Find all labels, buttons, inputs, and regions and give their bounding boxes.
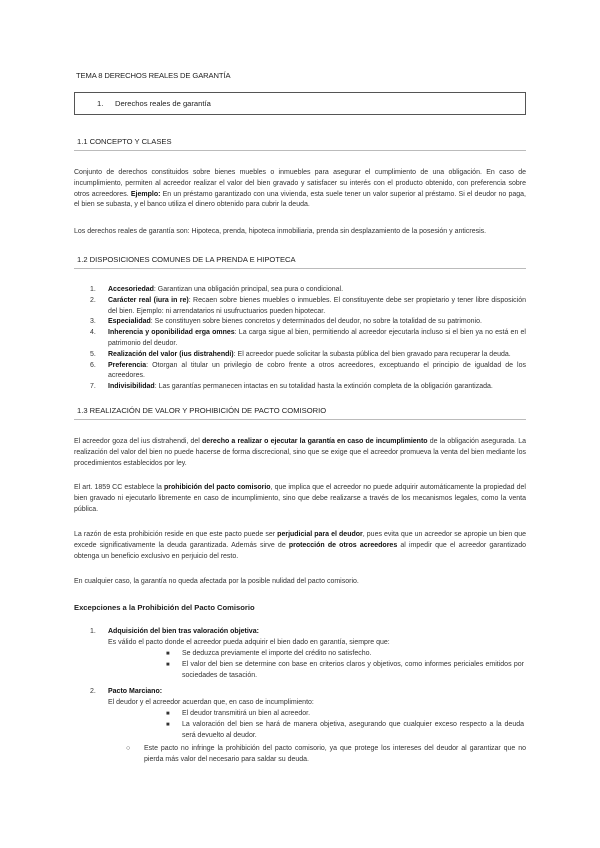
heading-number: 1.	[97, 99, 104, 108]
list-item: 4. Inherencia y oponibilidad erga omnes: La carga sigue al bien, permitiendo al acreedor ejecutarla incluso si el bien ya no está en el patrimonio del deudor.	[90, 329, 526, 347]
exceptions-heading: Excepciones a la Prohibición del Pacto Comisorio	[74, 603, 255, 612]
section-heading-concepto: 1.1 CONCEPTO Y CLASES	[74, 136, 526, 151]
bullet-item: ■ El deudor transmitirá un bien al acreedor.	[164, 709, 524, 720]
list-item: 3. Especialidad: Se constituyen sobre bienes concretos y determinados del deudor, no sobre la totalidad de su patrimonio.	[90, 318, 482, 326]
circle-bullet-icon: ○	[126, 745, 131, 752]
square-bullet-icon: ■	[166, 651, 170, 657]
section-heading-disposiciones: 1.2 DISPOSICIONES COMUNES DE LA PRENDA E HIPOTECA	[74, 254, 526, 269]
paragraph-clases: Los derechos reales de garantía son: Hipoteca, prenda, hipoteca inmobiliaria, prenda sin desplazamiento de la posesión y anticresis.	[74, 228, 487, 235]
exception-2-title: Pacto Marciano:	[108, 688, 163, 695]
square-bullet-icon: ■	[166, 711, 170, 717]
paragraph-ius-distrahendi: El acreedor goza del ius distrahendi, del derecho a realizar o ejecutar la garantía en caso de incumplimiento de la obligación asegurada. La realización del valor del bien no puede hacerse de forma discrecional, sino que se exige que el acreedor promueva la venta del bien mediante los procedimientos establecidos por ley.	[74, 438, 526, 467]
exception-1-title: Adquisición del bien tras valoración objetiva:	[108, 628, 259, 635]
paragraph-nulidad: En cualquier caso, la garantía no queda afectada por la posible nulidad del pacto comisorio.	[74, 578, 359, 585]
bullet-item: ■ La valoración del bien se hará de manera objetiva, asegurando que cualquier exceso respecto a la deuda será devuelto al deudor.	[166, 721, 524, 739]
disposiciones-list	[74, 285, 526, 393]
bullet-item: ■ El valor del bien se determine con base en criterios claros y objetivos, como informes periciales emitidos por sociedades de tasación.	[166, 661, 524, 679]
section-heading-realizacion: 1.3 REALIZACIÓN DE VALOR Y PROHIBICIÓN DE PACTO COMISORIO	[74, 405, 526, 420]
list-item: 5. Realización del valor (ius distrahendi): El acreedor puede solicitar la subasta pública del bien gravado para recuperar la deuda.	[90, 350, 511, 358]
paragraph-razon-prohibicion: La razón de esta prohibición reside en que este pacto puede ser perjudicial para el deudor, pues evita que un acreedor se apropie un bien que excede significativamente la deuda garantizada. Además sirve de protección de otros acreedores al impedir que el acreedor garantizado obtenga un beneficio exclusivo en perjuicio del resto.	[74, 531, 526, 560]
boxed-section-heading	[74, 92, 526, 115]
list-item: 1. Accesoriedad: Garantizan una obligación principal, sea pura o condicional.	[90, 286, 344, 293]
circle-bullet-note: ○ Este pacto no infringe la prohibición del pacto comisorio, ya que protege los intereses del deudor al garantizar que no pierda más valor del necesario para saldar su deuda.	[126, 745, 526, 763]
bullet-item: ■ Se deduzca previamente el importe del crédito no satisfecho.	[164, 649, 524, 660]
paragraph-concepto: Conjunto de derechos constituidos sobre bienes muebles o inmuebles para asegurar el cumplimiento de una obligación. En caso de incumplimiento, permiten al acreedor realizar el valor del bien gravado y satisfacer su interés con el producto obtenido, con preferencia sobre otros acreedores. Ejemplo: En un préstamo garantizado con una vivienda, esta suele tener un valor superior al préstamo. Si el deudor no paga, el bien se subasta, y el banco utiliza el dinero obtenido para cubrir la deuda.	[74, 169, 526, 209]
example-label: Ejemplo:	[130, 190, 161, 198]
heading-label: Derechos reales de garantía	[115, 99, 211, 108]
list-item: 6. Preferencia: Otorgan al titular un privilegio de cobro frente a otros acreedores, exceptuando el principio de igualdad de los acreedores.	[90, 361, 526, 380]
list-item: 7. Indivisibilidad: Las garantías permanecen intactas en su totalidad hasta la extinción completa de la obligación garantizada.	[90, 383, 493, 391]
square-bullet-icon: ■	[166, 662, 170, 668]
document-title: TEMA 8 DERECHOS REALES DE GARANTÍA	[76, 71, 231, 80]
square-bullet-icon: ■	[166, 722, 170, 728]
document-page: TEMA 8 DERECHOS REALES DE GARANTÍA 1. Derechos reales de garantía 1.1 CONCEPTO Y CLASES Conjunto de derechos constituidos sobre bienes muebles o inmuebles para asegurar el cumplimiento de una obligación. En caso de incumplimiento, permiten al acreedor realizar el valor del bien gravado y satisfacer su interés con el producto obtenido, con preferencia sobre otros acreedores. Ejemplo: En un préstamo garantizado con una vivienda, esta suele tener un valor superior al préstamo. Si el deudor no paga, el bien se subasta, y el banco utiliza el dinero obtenido para cubrir la deuda. Los derechos reales de garantía son: Hipoteca, prenda, hipoteca inmobiliaria, prenda sin desplazamiento de la posesión y anticresis. 1.2 DISPOSICIONES COMUNES DE LA PRENDA E HIPOTECA 1. Accesoriedad: Garantizan una obligación principal, sea pura o condicional. 2. Carácter real (iura in re): Recaen sobre bienes muebles o inmuebles. El constituyente debe ser propietario y tener libre disposición del bien. Ejemplo: ni arrendatarios ni usufructuarios pueden hipotecar. 3. Especialidad: Se constituyen sobre bienes concretos y determinados del deudor, no sobre la totalidad de su patrimonio. 4. Inherencia y oponibilidad erga omnes: La carga sigue al bien, permitiendo al acreedor ejecutarla incluso si el bien ya no está en el patrimonio del deudor. 5. Realización del valor (ius distrahendi): El acreedor puede solicitar la subasta pública del bien gravado para recuperar la deuda. 6. Preferencia: Otorgan al titular un privilegio de cobro frente a otros acreedores, exceptuando el principio de igualdad de los acreedores. 7. Indivisibilidad: Las garantías permanecen intactas en su totalidad hasta la extinción completa de la obligación garantizada. 1.3 REALIZACIÓN DE VALOR Y PROHIBICIÓN DE PACTO COMISORIO El acreedor goza del ius distrahendi, del derecho a realizar o ejecutar la garantía en caso de incumplimiento de la obligación asegurada. La realización del valor del bien no puede hacerse de forma discrecional, sino que se exige que el acreedor promueva la venta del bien mediante los procedimientos establecidos por ley. El art. 1859 CC establece la prohibición del pacto comisorio, que implica que el acreedor no puede adquirir automáticamente la propiedad del bien gravado ni ejecutarlo libremente en caso de incumplimiento, sino que debe realizarse a través de los mecanismos legales, como la venta pública. La razón de esta prohibición reside en que este pacto puede ser perjudicial para el deudor, pues evita que un acreedor se apropie un bien que excede significativamente la deuda garantizada. Además sirve de protección de otros acreedores al impedir que el acreedor garantizado obtenga un beneficio exclusivo en perjuicio del resto. En cualquier caso, la garantía no queda afectada por la posible nulidad del pacto comisorio. Excepciones a la Prohibición del Pacto Comisorio 1. Adquisición del bien tras valoración objetiva: Es válido el pacto donde el acreedor pueda adquirir el bien dado en garantía, siempre que: ■ Se deduzca previamente el importe del crédito no satisfecho. ■ El valor del bien se determine con base en criterios claros y objetivos, como informes periciales emitidos por sociedades de tasación. 2. Pacto Marciano: El deudor y el acreedor acuerdan que, en caso de incumplimiento: ■ El deudor transmitirá un bien al acreedor. ■ La valoración del bien se hará de manera objetiva, asegurando que cualquier exceso respecto a la deuda será devuelto al deudor. ○ Este pacto no infringe la prohibición del pacto comisorio, ya que protege los intereses del deudor al garantizar que no pierda más valor del necesario para saldar su deuda.	[0, 0, 600, 848]
list-item: 2. Carácter real (iura in re): Recaen sobre bienes muebles o inmuebles. El constituyente debe ser propietario y tener libre disposición del bien. Ejemplo: ni arrendatarios ni usufructuarios pueden hipotecar.	[90, 296, 527, 315]
paragraph-art-1859: El art. 1859 CC establece la prohibición del pacto comisorio, que implica que el acreedor no puede adquirir automáticamente la propiedad del bien gravado ni ejecutarlo libremente en caso de incumplimiento, sino que debe realizarse a través de los mecanismos legales, como la venta pública.	[74, 484, 526, 513]
